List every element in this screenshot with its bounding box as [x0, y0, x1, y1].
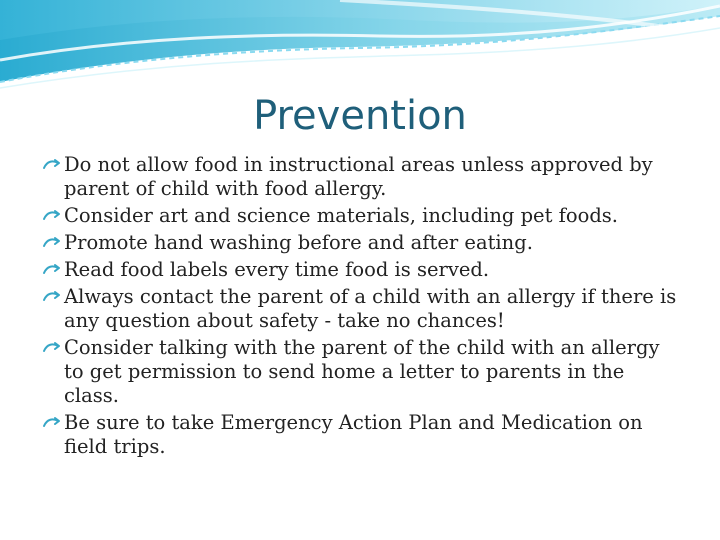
curved-arrow-bullet-icon	[42, 341, 62, 355]
curved-arrow-bullet-icon	[42, 290, 62, 304]
curved-arrow-bullet-icon	[42, 236, 62, 250]
curved-arrow-bullet-icon	[42, 158, 62, 172]
bullet-item	[42, 204, 682, 228]
bullet-item	[42, 411, 682, 459]
slide-title: Prevention	[253, 93, 467, 139]
curved-arrow-bullet-icon	[42, 263, 62, 277]
bullet-item	[42, 258, 682, 282]
bullet-text: Consider talking with the parent of the child with an allergy to get permission to send home a letter to parents in the class.	[64, 336, 660, 407]
curved-arrow-bullet-icon	[42, 416, 62, 430]
bullet-text: Be sure to take Emergency Action Plan and Medication on field trips.	[64, 411, 643, 458]
bullet-item	[42, 285, 682, 333]
bullet-item	[42, 153, 682, 201]
bullet-item	[42, 231, 682, 255]
bullet-item	[42, 336, 682, 408]
bullet-list	[42, 153, 682, 462]
header-wave-decoration	[0, 0, 720, 90]
bullet-text: Consider art and science materials, including pet foods.	[64, 204, 619, 227]
bullet-text: Read food labels every time food is served.	[64, 258, 490, 281]
bullet-text: Always contact the parent of a child with an allergy if there is any question about safety - take no chances!	[64, 285, 677, 332]
bullet-text: Do not allow food in instructional areas unless approved by parent of child with food allergy.	[64, 153, 653, 200]
bullet-text: Promote hand washing before and after eating.	[64, 231, 533, 254]
curved-arrow-bullet-icon	[42, 209, 62, 223]
